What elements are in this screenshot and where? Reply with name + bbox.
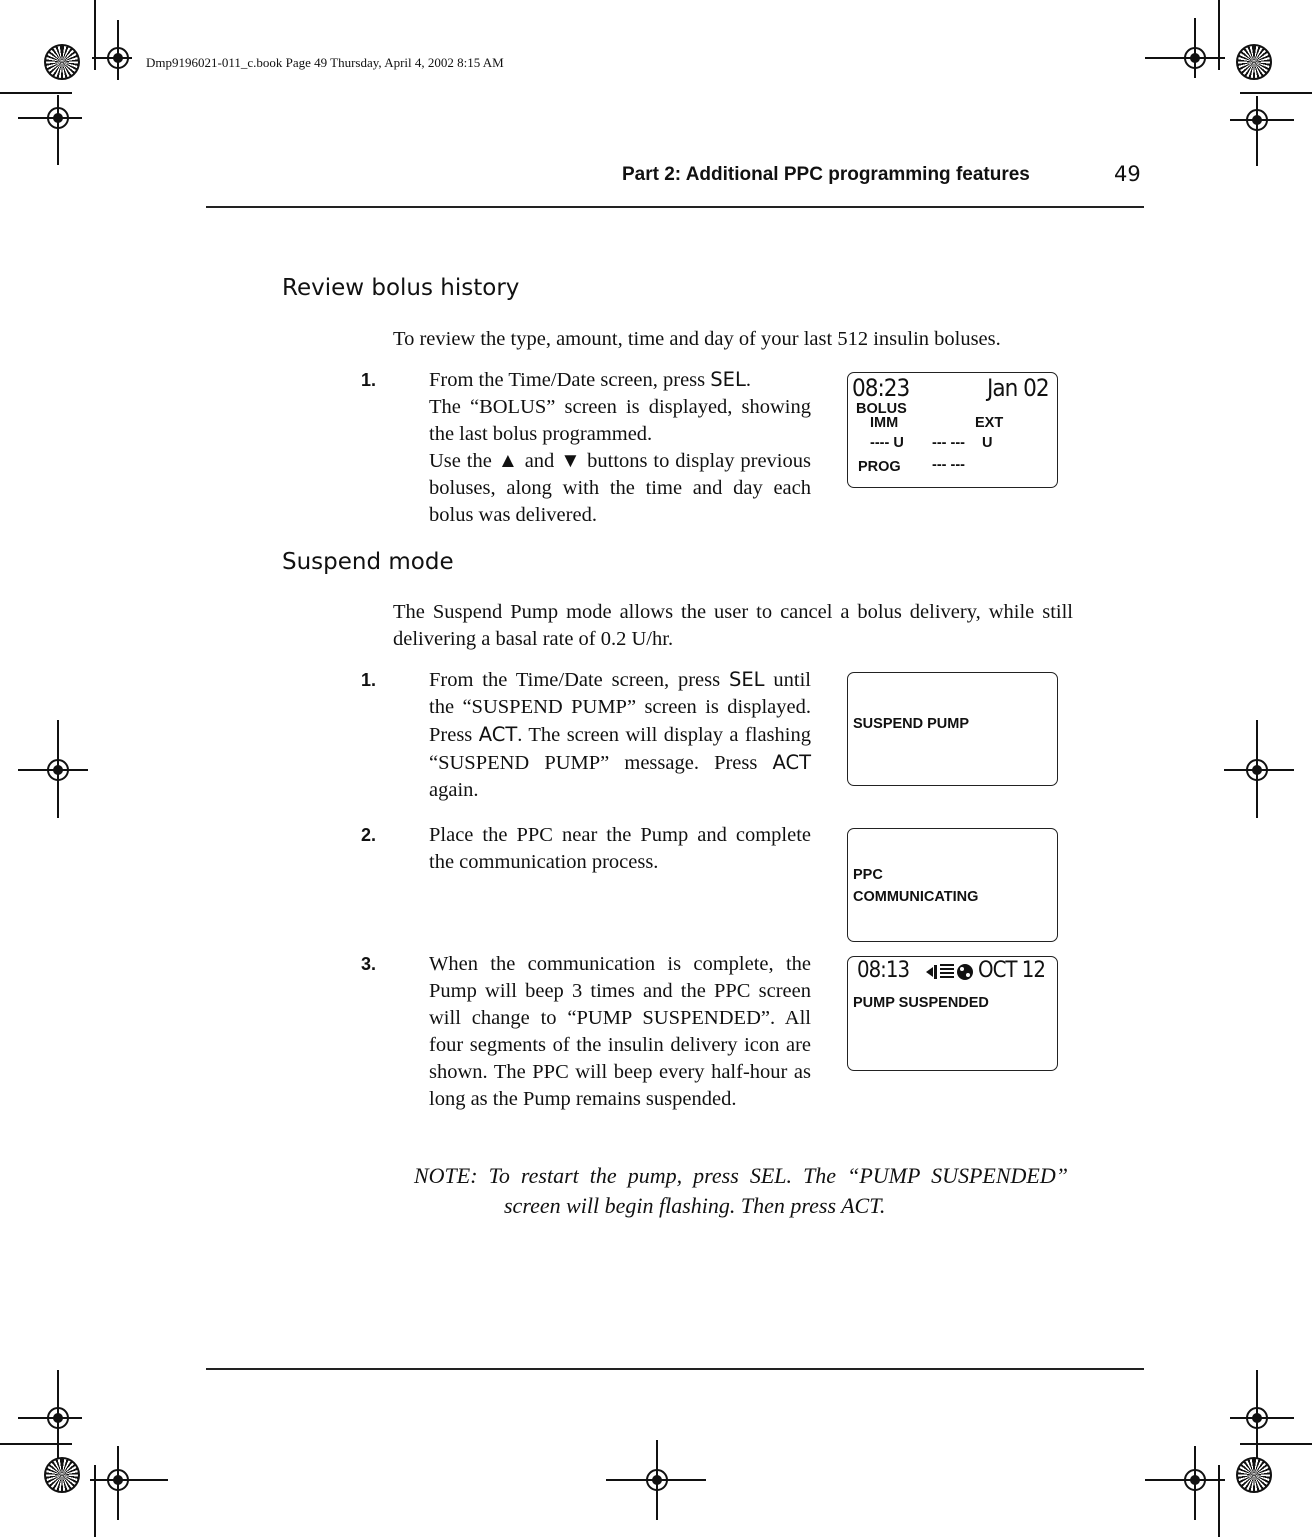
lcd-ext-unit: U [982,435,993,451]
insulin-delivery-icon [926,963,978,981]
sel-key: SEL [710,368,746,391]
lcd-ext-label: EXT [975,415,1004,431]
page-number: 49 [1114,162,1141,186]
running-header-title: Part 2: Additional PPC programming features [622,164,1030,185]
step-number: 2. [361,825,377,845]
act-key: ACT [772,751,811,774]
lcd-pump-suspended-text: PUMP SUSPENDED [853,995,989,1011]
lcd-bolus-screen [847,372,1058,488]
section1-intro: To review the type, amount, time and day of your last 512 insulin boluses. [393,328,1001,350]
section-heading-suspend-mode: Suspend mode [282,549,454,575]
step-number: 1. [361,670,377,690]
note [414,1161,1068,1221]
step-text: The “BOLUS” screen is displayed, showing the last bolus programmed. [429,396,811,445]
lcd-communicating-text: COMMUNICATING [853,889,979,905]
section-heading-review-bolus-history: Review bolus history [282,275,520,301]
lcd-date: OCT 12 [978,958,1045,983]
act-key: ACT [478,723,518,746]
lcd-ext-value: --- --- [932,435,966,451]
sel-key: SEL [728,668,765,691]
lcd-time: 08:23 [852,374,910,402]
lcd-imm-value: ---- U [870,435,904,451]
registration-star-icon [44,1457,80,1493]
section2-step-2: 2. Place the PPC near the Pump and complete the communication process. [361,824,811,873]
step-number: 1. [361,370,377,390]
registration-star-icon [1236,44,1272,80]
down-arrow-icon: ▼ [560,450,582,472]
section2-step-3: 3. When the communication is complete, the Pump will beep 3 times and the PPC screen will change to “PUMP SUSPENDED”. All four segments of the insulin delivery icon are shown. The PPC will beep every half-hour as long as the Pump remains suspended. [361,953,811,1110]
lcd-bolus-label: BOLUS [856,401,907,417]
lcd-communicating-screen [847,828,1058,942]
footer-rule [206,1368,1144,1370]
lcd-ppc-text: PPC [853,867,883,883]
section1-step-1: 1. From the Time/Date screen, press SEL. The “BOLUS” screen is displayed, showing the last bolus programmed. Use the ▲ and ▼ buttons to display previous boluses, along with the time and day each bolus was delivered. [361,368,811,526]
lcd-suspend-pump-text: SUSPEND PUMP [853,716,970,732]
lcd-date: Jan 02 [987,374,1049,402]
lcd-time: 08:13 [857,958,910,983]
registration-star-icon [44,44,80,80]
note-text: NOTE: To restart the pump, press SEL. The “PUMP SUSPENDED” screen will begin flashing. Then press ACT. [414,1163,1068,1218]
lcd-suspend-pump-screen [847,672,1058,786]
lcd-prog-label: PROG [858,459,901,475]
header-rule [206,206,1144,208]
lcd-imm-label: IMM [870,415,899,431]
step-number: 3. [361,954,377,974]
section2-intro: The Suspend Pump mode allows the user to cancel a bolus delivery, while still delivering a basal rate of 0.2 U/hr. [393,601,1073,650]
section2-step-1: 1. From the Time/Date screen, press SEL until the “SUSPEND PUMP” screen is displayed. Press ACT. The screen will display a flashing “SUSPEND PUMP” message. Press ACT again. [361,668,811,801]
up-arrow-icon: ▲ [497,450,519,472]
print-slug: Dmp9196021-011_c.book Page 49 Thursday, April 4, 2002 8:15 AM [146,55,504,70]
registration-star-icon [1236,1457,1272,1493]
lcd-prog-value: --- --- [932,457,966,473]
lcd-pump-suspended-screen [847,956,1058,1071]
